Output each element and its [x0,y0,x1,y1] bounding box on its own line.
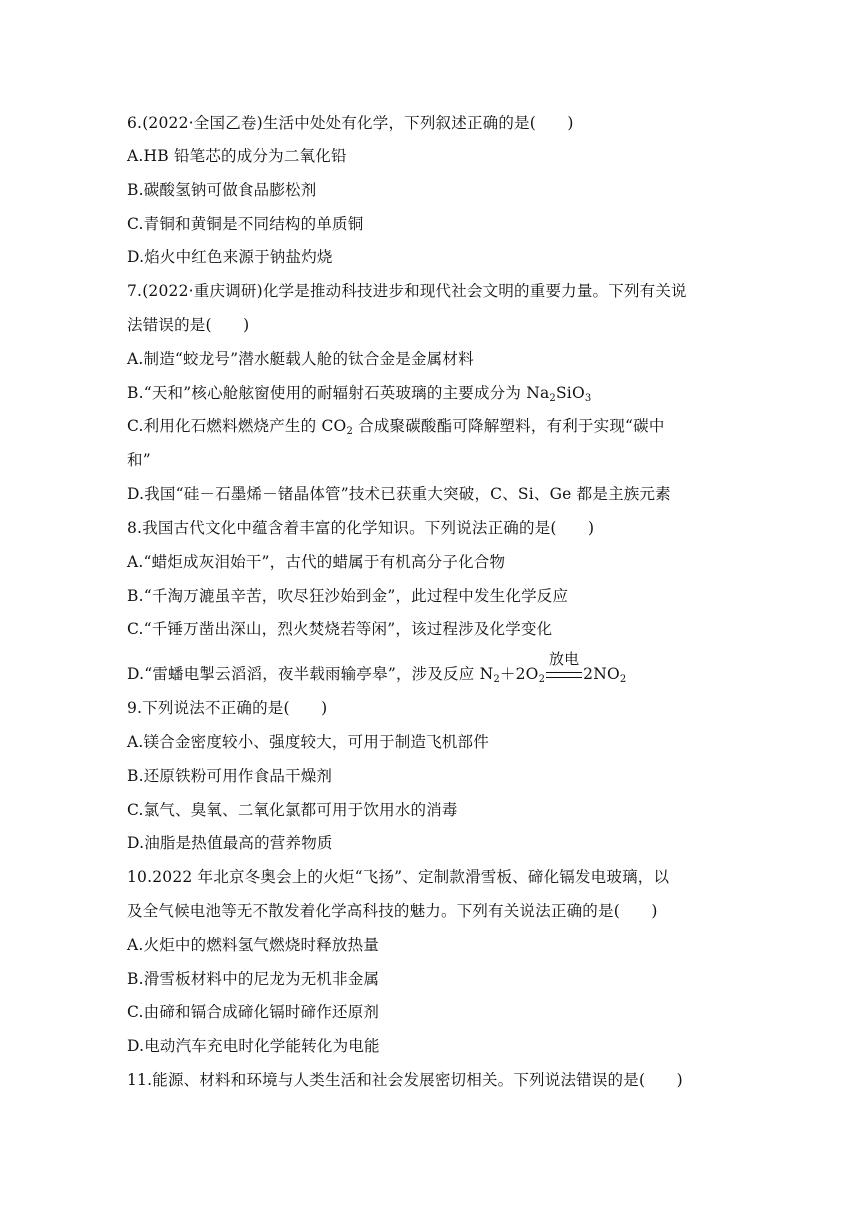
q10-stem-line1: 10.2022 年北京冬奥会上的火炬“飞扬”、定制款滑雪板、碲化镉发电玻璃，以 [127,868,670,886]
q6-option-c: C.青铜和黄铜是不同结构的单质铜 [127,215,364,233]
q10-option-d: D.电动汽车充电时化学能转化为电能 [127,1037,380,1055]
subscript: 2 [538,674,546,685]
q10-stem-line2: 及全气候电池等无不散发着化学高科技的魅力。下列有关说法正确的是( ) [127,902,658,920]
q7-option-c-text: C.利用化石燃料燃烧产生的 CO [127,417,347,435]
q9-stem: 9.下列说法不正确的是( ) [127,699,328,717]
q10-option-b: B.滑雪板材料中的尼龙为无机非金属 [127,970,380,988]
q11-stem: 11.能源、材料和环境与人类生活和社会发展密切相关。下列说法错误的是( ) [127,1071,683,1089]
q7-option-b-formula: SiO [555,384,585,402]
reaction-arrow [546,650,582,684]
q7-option-c-cont: 和” [127,451,151,469]
q6-stem: 6.(2022·全国乙卷)生活中处处有化学，下列叙述正确的是( ) [127,114,574,132]
q10-option-a: A.火炬中的燃料氢气燃烧时释放热量 [127,936,380,954]
double-line-icon [546,672,582,678]
q9-option-a: A.镁合金密度较小、强度较大，可用于制造飞机部件 [127,733,489,751]
q8-option-d-text: D.“雷蟠电掣云滔滔，夜半载雨输亭皋”，涉及反应 N [127,665,494,683]
q8-stem: 8.我国古代文化中蕴含着丰富的化学知识。下列说法正确的是( ) [127,519,595,537]
reaction-condition: 放电 [548,650,580,668]
subscript: 3 [584,393,592,404]
q7-option-d: D.我国“硅－石墨烯－锗晶体管”技术已获重大突破，C、Si、Ge 都是主族元素 [127,485,671,503]
q8-option-a: A.“蜡炬成灰泪始干”，古代的蜡属于有机高分子化合物 [127,553,506,571]
q8-option-b: B.“千淘万漉虽辛苦，吹尽狂沙始到金”，此过程中发生化学反应 [127,587,569,605]
subscript: 2 [346,426,353,437]
q6-option-b: B.碳酸氢钠可做食品膨松剂 [127,181,317,199]
q7-stem-line1: 7.(2022·重庆调研)化学是推动科技进步和现代社会文明的重要力量。下列有关说 [127,282,687,300]
subscript: 2 [549,393,556,404]
q7-stem-line2: 法错误的是( ) [127,316,250,334]
q8-option-d-plus: ＋2O [499,665,539,683]
q9-option-d: D.油脂是热值最高的营养物质 [127,834,333,852]
subscript: 2 [493,674,500,685]
q9-option-b: B.还原铁粉可用作食品干燥剂 [127,767,333,785]
q8-option-c: C.“千锤万凿出深山，烈火焚烧若等闲”，该过程涉及化学变化 [127,620,553,638]
q9-option-c: C.氯气、臭氧、二氧化氯都可用于饮用水的消毒 [127,801,458,819]
q7-option-c [127,416,665,436]
q6-option-a: A.HB 铅笔芯的成分为二氧化铅 [127,147,347,165]
q7-option-b-text: B.“天和”核心舱舷窗使用的耐辐射石英玻璃的主要成分为 Na [127,384,550,402]
q10-option-c: C.由碲和镉合成碲化镉时碲作还原剂 [127,1003,380,1021]
q7-option-b [127,383,591,403]
subscript: 2 [619,674,627,685]
q7-option-a: A.制造“蛟龙号”潜水艇载人舱的钛合金是金属材料 [127,350,474,368]
q6-option-d: D.焰火中红色来源于钠盐灼烧 [127,248,333,266]
q8-option-d-product: 2NO [583,665,620,683]
q7-option-c-text-2: 合成聚碳酸酯可降解塑料，有利于实现“碳中 [353,417,665,435]
q8-option-d [127,650,627,685]
